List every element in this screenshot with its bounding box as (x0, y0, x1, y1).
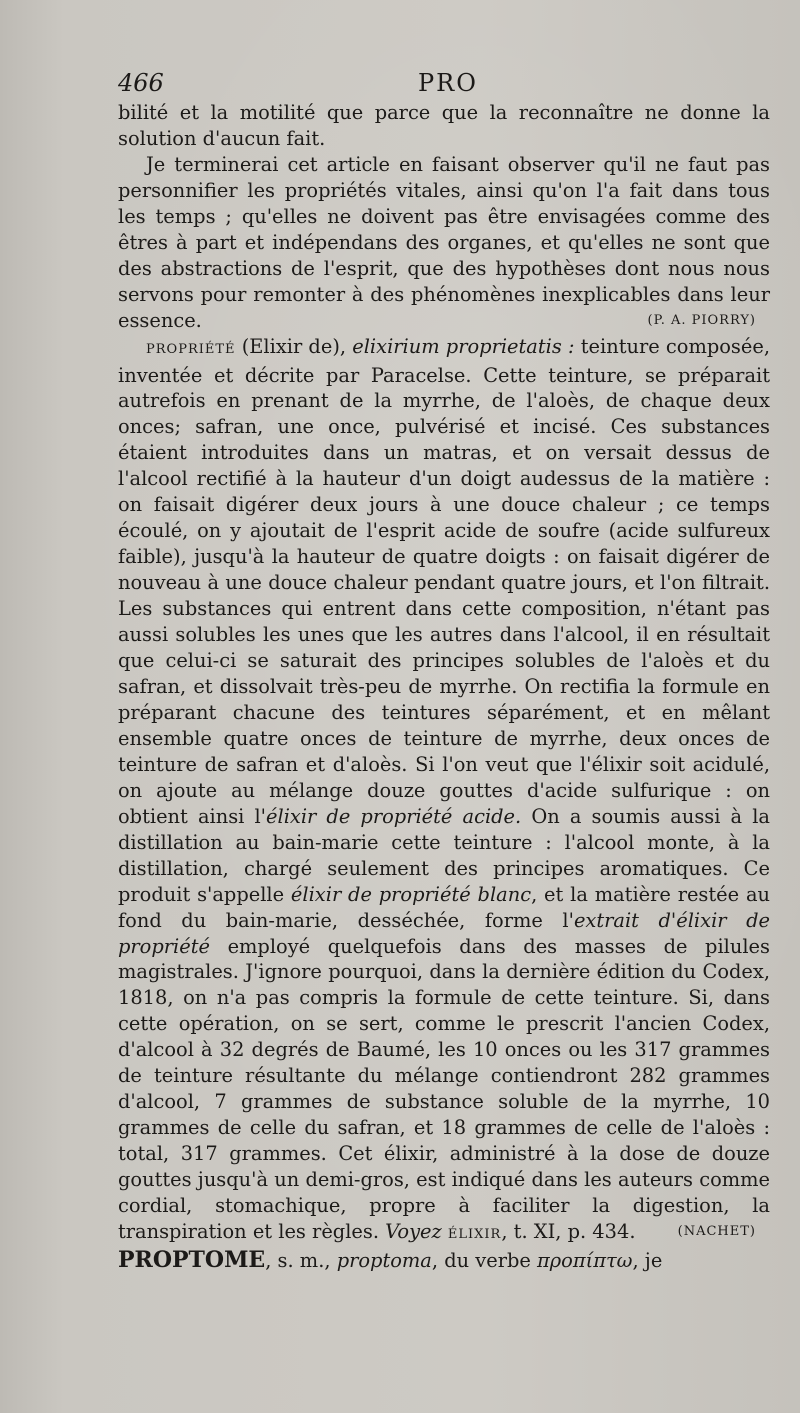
page-header (118, 66, 770, 100)
entry-text: , s. m., (265, 1248, 337, 1272)
entry-text: , et la matière restée au fond du bain-marie, desséchée, forme l' (118, 882, 770, 932)
entry-text: , du verbe (431, 1248, 538, 1272)
italic-term: élixir de propriété acide. (266, 804, 522, 828)
author-signature: (NACHET) (677, 1223, 756, 1239)
entry-text: On a soumis aussi à la distillation au bain-marie cette teinture : l'alcool monte, à la distillation, chargé seulement des principes aromatiques. Ce produit s'appelle (118, 804, 770, 906)
paragraph-conclusion (118, 152, 770, 334)
author-signature: (P. A. PIORRY) (647, 312, 756, 328)
italic-term: extrait d'élixir de propriété (118, 908, 770, 958)
body-text (118, 100, 770, 1274)
paragraph-text: bilité et la motilité que parce que la reconnaître ne donne la solution d'aucun fait. (118, 101, 770, 150)
latin-name: proptoma (336, 1248, 432, 1272)
cross-ref-word: ÉLIXIR (447, 1226, 502, 1242)
paragraph-continuation (118, 100, 770, 152)
entry-headword: PROPRIÉTÉ (146, 341, 236, 357)
entry-text: employé quelquefois dans des masses de pilules magistrales. J'ignore pourquoi, dans la dernière édition du Codex, 1818, on n'a pas compris la formule de cette teinture. Si, dans cette opération, on se sert, comme le prescrit l'ancien Codex, d'alcool à 32 degrés de Baumé, les 10 onces ou les 317 grammes de teinture résultante du mélange contiendront 282 grammes d'alcool, 7 grammes de substance soluble de la myrrhe, 10 grammes de celle du safran, et 18 grammes de celle de l'aloès : total, 317 grammes. Cet élixir, administré à la dose de douze gouttes jusqu'à un demi-gros, est indiqué dans les auteurs comme cordial, stomachique, propre à faciliter la digestion, la transpiration et les règles. (118, 934, 770, 1243)
running-head: PRO (418, 69, 478, 97)
entry-text: , je (632, 1248, 663, 1272)
entry-text: (Elixir de), (235, 334, 353, 358)
cross-ref-location: , t. XI, p. 434. (501, 1219, 636, 1243)
entry-proptome (118, 1248, 770, 1274)
page-number: 466 (118, 69, 164, 97)
latin-name: elixirium proprietatis : (352, 334, 575, 358)
entry-propriete (118, 334, 770, 1248)
entry-headword: PROPTOME (118, 1246, 266, 1273)
paragraph-text: Je terminerai cet article en faisant observer qu'il ne faut pas personnifier les propriétés vitales, ainsi qu'on l'a fait dans tous les temps ; qu'elles ne doivent pas être envisagées comme des êtres à part et indépendans des organes, et qu'elles ne sont que des abstractions de l'esprit, que des hypothèses dont nous nous servons pour remonter à des phénomènes inexplicables dans leur essence. (118, 152, 770, 332)
cross-ref-voyez: Voyez (385, 1219, 442, 1243)
greek-word: προπίπτω (537, 1248, 633, 1272)
italic-term: élixir de propriété blanc (290, 882, 532, 906)
entry-text: teinture composée, inventée et décrite par Paracelse. Cette teinture, se préparait autrefois en prenant de la myrrhe, de l'aloès, de chaque deux onces; safran, une once, pulvérisé et incisé. Ces substances étaient introduites dans un matras, et on versait dessus de l'alcool rectifié à la hauteur d'un doigt audessus de la matière : on faisait digérer deux jours à une douce chaleur ; ce temps écoulé, on y ajoutait de l'esprit acide de soufre (acide sulfureux faible), jusqu'à la hauteur de quatre doigts : on faisait digérer de nouveau à une douce chaleur pendant quatre jours, et l'on filtrait. Les substances qui entrent dans cette composition, n'étant pas aussi solubles les unes que les autres dans l'alcool, il en résultait que celui-ci se saturait des principes solubles de l'aloès et du safran, et dissolvait très-peu de myrrhe. On rectifia la formule en préparant chacune des teintures séparément, et en mêlant ensemble quatre onces de teinture de myrrhe, deux onces de teinture de safran et d'aloès. Si l'on veut que l'élixir soit acidulé, on ajoute au mélange douze gouttes d'acide sulfurique : on obtient ainsi l' (118, 334, 770, 828)
